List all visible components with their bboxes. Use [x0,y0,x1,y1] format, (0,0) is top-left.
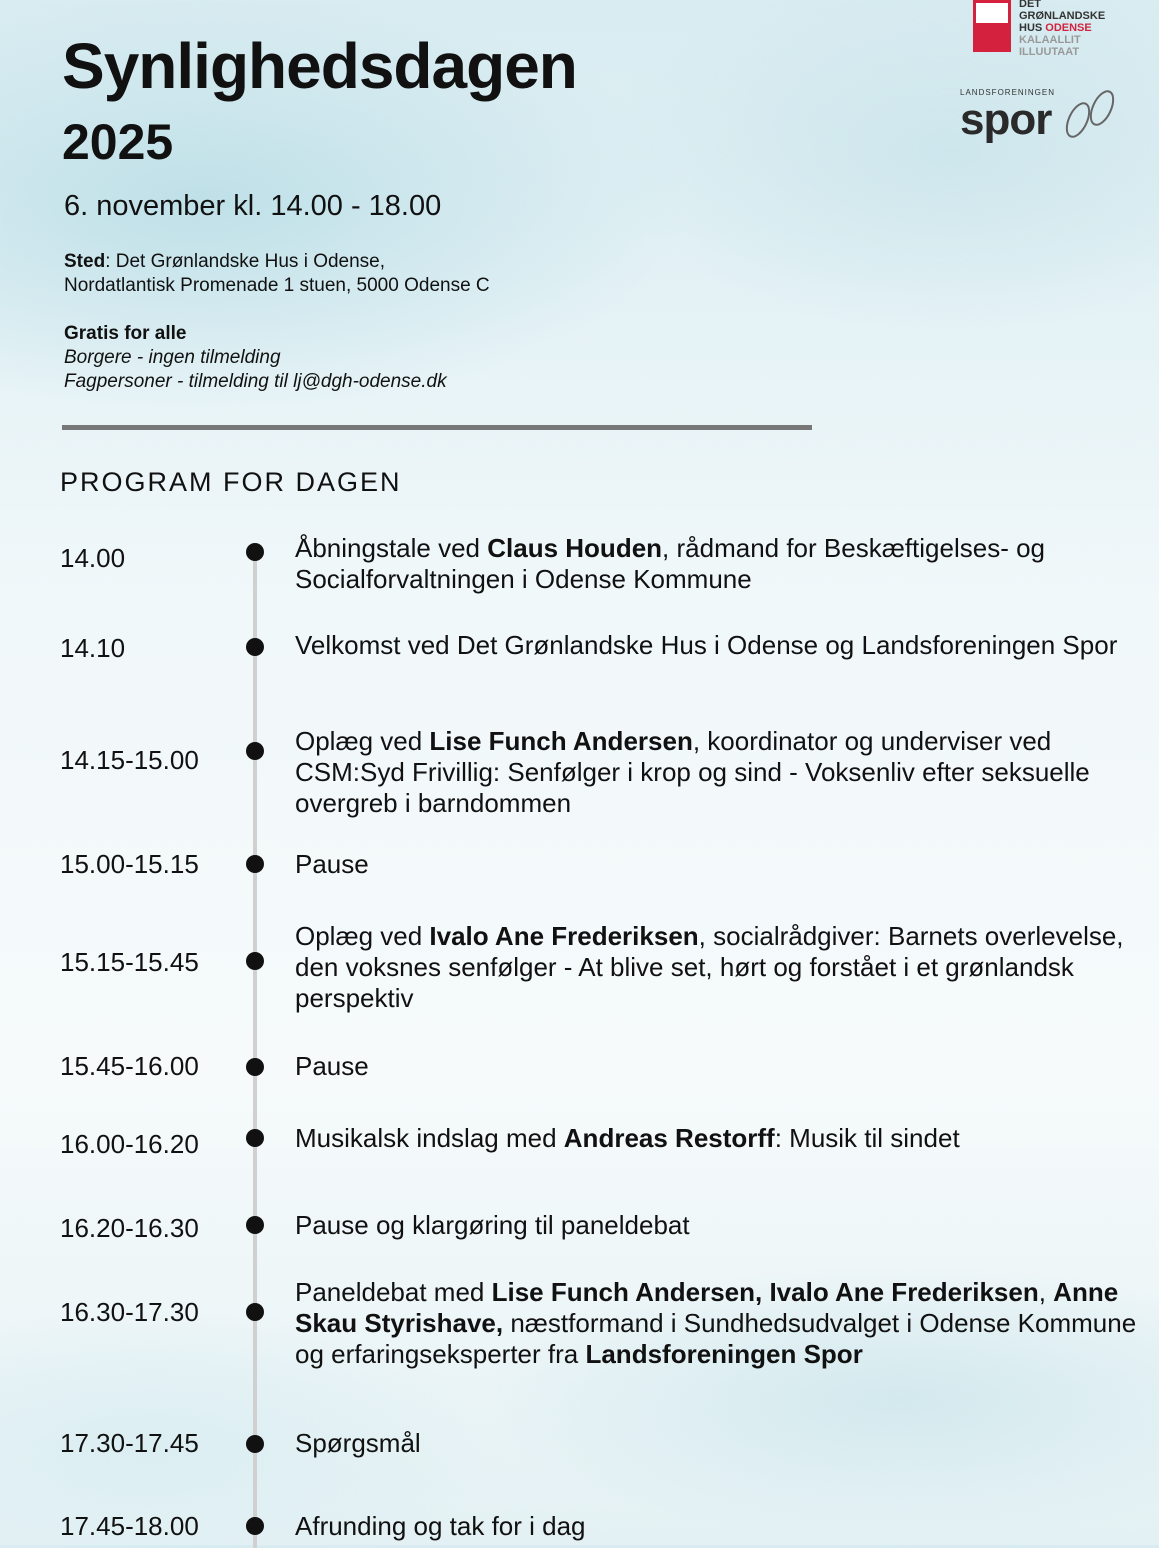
description-text: Paneldebat med [295,1277,492,1307]
timeline-dot-icon [246,1517,264,1535]
description-text: Velkomst ved Det Grønlandske Hus i Odense og Landsforeningen Spor [295,630,1118,660]
program-time: 14.15-15.00 [60,745,199,775]
timeline-dot-icon [246,952,264,970]
timeline-dot-icon [246,855,264,873]
program-time: 14.00 [60,543,126,573]
venue-text: : Det Grønlandske Hus i Odense, [105,251,386,272]
pricing-professionals: Fagpersoner - tilmelding til lj@dgh-odense.dk [64,371,447,392]
program-time: 16.20-16.30 [60,1213,199,1243]
description-text: Oplæg ved [295,726,430,756]
footprints-icon [1060,82,1122,144]
speaker-name: Claus Houden [487,533,663,563]
description-text: , socialrådgiver: Barnets overlevelse, den voksnes senfølger - At blive set, hørt og forstået i et grønlandsk perspektiv [295,921,1124,1013]
program-description [295,1051,1145,1082]
logo-text: LANDSFORENINGEN [960,88,1056,97]
description-text: , rådmand for Beskæftigelses- og Socialforvaltningen i Odense Kommune [295,533,1046,594]
logo-text: HUS [1019,22,1046,34]
description-text: Pause [295,849,369,879]
program-description [295,921,1145,1014]
speaker-name: Andreas Restorff [563,1123,775,1153]
description-text: Afrunding og tak for i dag [295,1511,586,1541]
program-description [295,1428,1145,1459]
speaker-name: Lise Funch Andersen [429,726,693,756]
description-text: , koordinator og underviser ved CSM:Syd Frivillig: Senfølger i krop og sind - Voksenliv efter seksuelle overgreb i barndommen [295,726,1090,818]
program-time: 15.45-16.00 [60,1051,199,1081]
program-time: 15.00-15.15 [60,849,199,879]
timeline-dot-icon [246,1216,264,1234]
pricing-title: Gratis for alle [64,323,187,344]
logo-text: DET [1019,0,1041,10]
logo-text: ILLUUTAAT [1019,46,1080,58]
program-title: PROGRAM FOR DAGEN [60,467,402,497]
program-description [295,849,1145,880]
year: 2025 [62,114,174,170]
venue-address: Nordatlantisk Promenade 1 stuen, 5000 Odense C [64,275,490,296]
description-text: Pause og klargøring til paneldebat [295,1210,690,1240]
description-text: , [1038,1277,1054,1307]
description-text: næstformand i Sundhedsudvalget i Odense Kommune og erfaringseksperter fra [295,1308,1137,1369]
speaker-name: Ivalo Ane Frederiksen [429,921,699,951]
description-text: : Musik til sindet [774,1123,960,1153]
pricing-citizens: Borgere - ingen tilmelding [64,347,281,368]
logo-text: GRØNLANDSKE [1019,10,1106,22]
program-description [295,533,1145,595]
logo-text: spor [960,95,1052,144]
program-description [295,1277,1145,1370]
program-time: 16.00-16.20 [60,1129,199,1159]
timeline-dot-icon [246,638,264,656]
timeline-line [253,548,257,1548]
timeline-dot-icon [246,1435,264,1453]
program-time: 14.10 [60,633,126,663]
spor-logo [960,88,1130,148]
description-text: Oplæg ved [295,921,430,951]
speaker-name: Lise Funch Andersen, Ivalo Ane Frederiksen [491,1277,1039,1307]
program-description [295,1210,1145,1241]
program-time: 17.30-17.45 [60,1428,199,1458]
program-time: 17.45-18.00 [60,1511,199,1541]
speaker-name: Landsforeningen Spor [585,1339,863,1369]
description-text: Musikalsk indslag med [295,1123,564,1153]
program-description [295,726,1145,819]
greenland-house-icon [973,0,1011,52]
venue-label: Sted [64,251,106,272]
description-text: Pause [295,1051,369,1081]
det-groenlandske-hus-logo [973,0,1123,62]
page-title: Synlighedsdagen [62,30,577,102]
program-time: 15.15-15.45 [60,947,199,977]
timeline-dot-icon [246,1303,264,1321]
timeline-dot-icon [246,543,264,561]
program-description [295,630,1145,661]
program-time: 16.30-17.30 [60,1297,199,1327]
program-description [295,1123,1145,1154]
speaker-name: Anne Skau Styrishave, [295,1277,1119,1338]
timeline-dot-icon [246,1058,264,1076]
divider [62,425,812,430]
venue [64,250,385,273]
logo-text: KALAALLIT [1019,34,1081,46]
timeline-dot-icon [246,1129,264,1147]
timeline-dot-icon [246,742,264,760]
description-text: Åbningstale ved [295,533,488,563]
program-description [295,1511,1145,1542]
description-text: Spørgsmål [295,1428,421,1458]
event-date: 6. november kl. 14.00 - 18.00 [64,190,442,222]
logo-text: ODENSE [1045,22,1092,34]
